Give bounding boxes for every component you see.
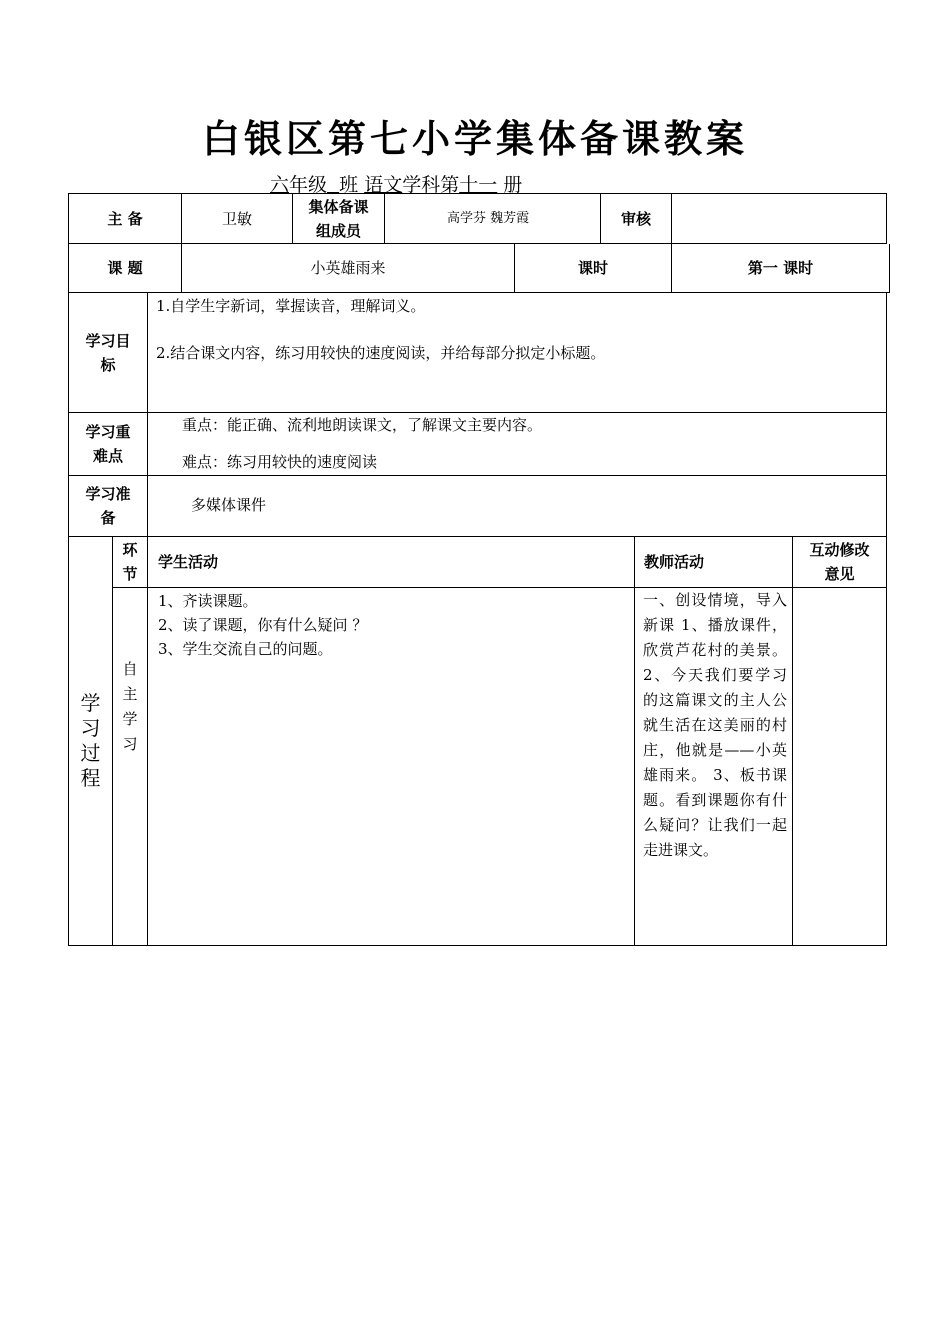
stage-name-char-2: 主 [122,685,138,703]
teacher-header-cell [634,537,792,588]
keypoints-content-cell [147,413,887,476]
student-activities-cell [147,588,634,946]
subject-label: 学科第 [402,174,460,196]
process-label-char-2: 习 [80,716,101,740]
stage-header-line2: 节 [122,565,138,583]
lead-value-cell [181,193,292,244]
student-activity-1: 1、齐读课题。 [158,592,258,610]
document-title: 白银区第七小学集体备课教案 [201,116,748,161]
keypoints-label-line2: 难点 [92,447,123,465]
members-value: 高学芬 魏芳霞 [447,210,530,226]
period-value: 第一 课时 [747,259,814,277]
stage-header-line1: 环 [122,541,138,559]
comment-header-line1: 互动修改 [809,541,870,559]
student-header-cell [147,537,634,588]
goal-item-1: 1.自学生字新词，掌握读音，理解词义。 [156,297,426,315]
teacher-activities: 一、创设情境，导入新课 1、播放课件，欣赏芦花村的美景。 2、今天我们要学习的这篇课文的主人公就生活在这美丽的村庄，他就是——小英雄雨来。 3、板书课题。看到课题你有什么疑问？让我们一起走进课文。 [643,591,787,859]
members-label-cell [292,193,384,244]
teacher-header: 教师活动 [644,553,705,571]
stage-name-char-1: 自 [122,660,138,678]
lead-label-cell [68,193,181,244]
preparation-content-cell [147,476,887,537]
stage-name-char-4: 习 [122,735,138,753]
grade-value: 六 [270,174,290,196]
members-value-cell [384,193,600,244]
preparation-label-cell [68,476,147,537]
preparation-label-line2: 备 [100,509,116,527]
topic-label-cell [68,244,181,293]
period-label: 课时 [577,259,608,277]
lead-label: 主 备 [107,209,143,228]
student-activity-3: 3、学生交流自己的问题。 [158,640,333,658]
stage-name-char-3: 学 [122,710,138,728]
period-label-cell [514,244,671,293]
preparation-label-line1: 学习准 [85,485,131,503]
class-label: 班 [339,174,359,196]
comments-cell [792,588,887,946]
review-label-cell [600,193,671,244]
process-label-char-1: 学 [80,691,101,715]
keypoint-focus: 重点：能正确、流利地朗读课文，了解课文主要内容。 [182,416,543,434]
review-value-cell [671,193,887,244]
stage-name [113,657,147,757]
process-label-char-4: 程 [80,766,101,790]
topic-label: 课 题 [107,259,143,277]
review-label: 审核 [620,209,651,228]
grade-label: 年级 [289,174,328,196]
goals-label-line2: 标 [100,355,116,374]
preparation-value: 多媒体课件 [191,496,267,514]
keypoint-difficulty: 难点：练习用较快的速度阅读 [182,453,378,471]
stage-body-cell [112,588,147,946]
volume-label: 册 [503,174,523,196]
goals-label-cell [68,293,147,413]
members-label-line1: 集体备课 [308,197,369,216]
goal-item-2: 2.结合课文内容，练习用较快的速度阅读，并给每部分拟定小标题。 [156,344,606,362]
goals-label-line1: 学习目 [85,331,131,350]
subject-value: 语文 [364,174,403,196]
student-header: 学生活动 [158,553,219,571]
teacher-activities-cell [634,588,792,946]
keypoints-label-line1: 学习重 [85,423,131,441]
process-label-char-3: 过 [80,741,101,765]
topic-value-cell [181,244,514,293]
stage-header-cell [112,537,147,588]
period-value-cell [671,244,890,293]
members-label-line2: 组成员 [315,221,361,240]
comment-header-line2: 意见 [824,565,855,583]
student-activity-2: 2、读了课题，你有什么疑问 ？ [158,616,368,634]
topic-value: 小英雄雨来 [310,259,386,277]
volume-value: 十一 [459,174,498,196]
process-label-cell [68,537,112,946]
lead-value: 卫敏 [221,209,252,228]
goals-content-cell [147,293,887,413]
keypoints-label-cell [68,413,147,476]
comment-header-cell [792,537,887,588]
